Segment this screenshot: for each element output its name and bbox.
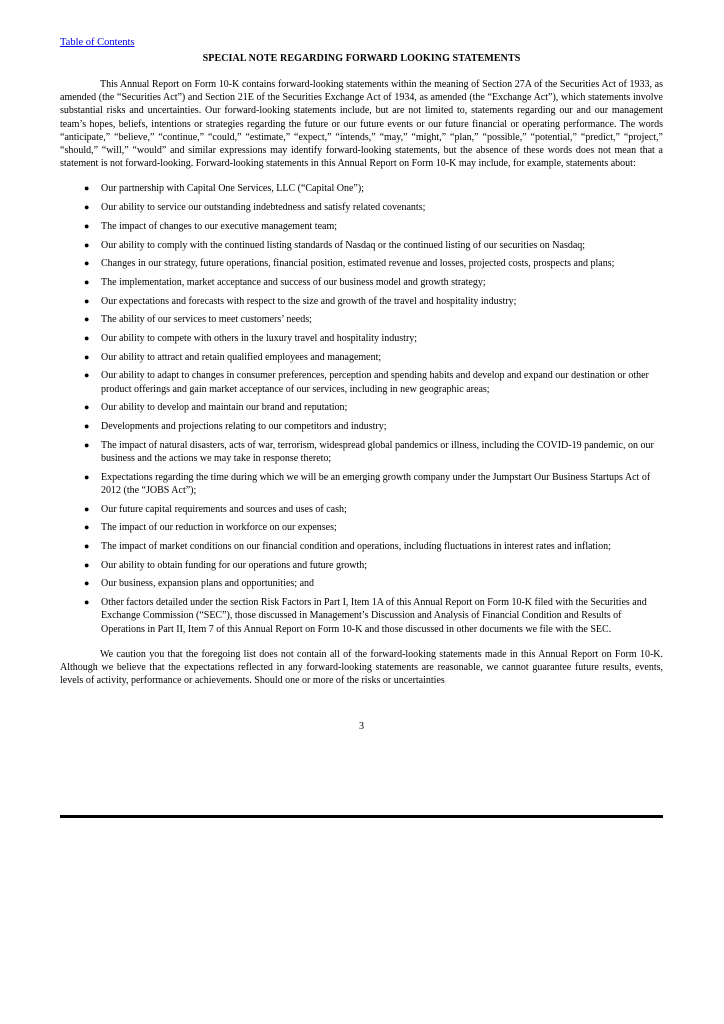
bullet-icon: ● [84, 220, 90, 231]
list-item [60, 351, 663, 364]
list-item-text: The implementation, market acceptance and success of our business model and growth strategy; [101, 276, 486, 288]
bullet-icon: ● [84, 421, 90, 432]
list-item-text: Our ability to adapt to changes in consumer preferences, perception and spending habits and develop and expand our destination or other product offerings and gain market acceptance of our services, including in new geographic areas; [101, 370, 649, 395]
list-item [60, 313, 663, 326]
list-item-text: The impact of changes to our executive management team; [101, 220, 338, 232]
forward-looking-statements-list [60, 182, 663, 635]
list-item [60, 559, 663, 572]
list-item [60, 332, 663, 345]
list-item [60, 276, 663, 289]
list-item [60, 577, 663, 590]
list-item [60, 257, 663, 270]
bullet-icon: ● [84, 314, 90, 325]
bullet-icon: ● [84, 276, 90, 287]
document-page [60, 32, 663, 733]
list-item-text: Our ability to service our outstanding indebtedness and satisfy related covenants; [101, 202, 426, 214]
list-item [60, 401, 663, 414]
list-item [60, 220, 663, 233]
bullet-icon: ● [84, 370, 90, 381]
list-item [60, 201, 663, 214]
page-number: 3 [359, 721, 364, 733]
list-item [60, 521, 663, 534]
bullet-icon: ● [84, 597, 90, 608]
page-divider-rule [60, 815, 663, 818]
bullet-icon: ● [84, 578, 90, 589]
list-item-text: Our business, expansion plans and opportunities; and [101, 578, 315, 590]
bullet-icon: ● [84, 202, 90, 213]
list-item-text: Our ability to attract and retain qualified employees and management; [101, 351, 382, 363]
list-item-text: Our ability to obtain funding for our operations and future growth; [101, 559, 368, 571]
intro-paragraph: This Annual Report on Form 10-K contains forward-looking statements within the meaning of Section 27A of the Securities Act of 1933, as amended (the “Securities Act”) and Section 21E of the Securities Exchange Act of 1934, as amended (the “Exchange Act”), which statements involve substantial risks and uncertainties. Our forward-looking statements include, but are not limited to, statements regarding our and our management team’s hopes, beliefs, intentions or strategies regarding the future or our future events or our future financial or operating performance. The words “anticipate,” “believe,” “continue,” “could,” “estimate,” “expect,” “intends,” “may,” “might,” “plan,” “possible,” “potential,” “predict,” “project,” “should,” “will,” “would” and similar expressions may identify forward-looking statements, but the absence of these words does not mean that a statement is not forward-looking. Forward-looking statements in this Annual Report on Form 10-K may include, for example, statements about: [60, 79, 663, 170]
list-item-text: Changes in our strategy, future operations, financial position, estimated revenue and losses, projected costs, prospects and plans; [101, 258, 615, 270]
list-item-text: The impact of our reduction in workforce on our expenses; [101, 522, 337, 534]
bullet-icon: ● [84, 295, 90, 306]
bullet-icon: ● [84, 351, 90, 362]
bullet-icon: ● [84, 183, 90, 194]
list-item [60, 596, 663, 636]
list-item-text: Expectations regarding the time during which we will be an emerging growth company under the Jumpstart Our Business Startups Act of 2012 (the “JOBS Act”); [101, 471, 651, 496]
list-item [60, 540, 663, 553]
list-item [60, 420, 663, 433]
bullet-icon: ● [84, 439, 90, 450]
table-of-contents-link[interactable]: Table of Contents [60, 37, 135, 48]
list-item-text: The ability of our services to meet customers’ needs; [101, 314, 312, 326]
list-item [60, 503, 663, 516]
bullet-icon: ● [84, 503, 90, 514]
list-item-text: Our ability to comply with the continued listing standards of Nasdaq or the continued listing of our securities on Nasdaq; [101, 239, 586, 251]
list-item-text: Our partnership with Capital One Services, LLC (“Capital One”); [101, 183, 364, 195]
bullet-icon: ● [84, 258, 90, 269]
list-item [60, 182, 663, 195]
bullet-icon: ● [84, 522, 90, 533]
list-item-text: Other factors detailed under the section Risk Factors in Part I, Item 1A of this Annual Report on Form 10-K filed with the Securities and Exchange Commission (“SEC”), those discussed in Management’s Discussion and Analysis of Financial Condition and Results of Operations in Part II, Item 7 of this Annual Report on Form 10-K and those discussed in other documents we file with the SEC. [101, 597, 647, 635]
closing-paragraph: We caution you that the foregoing list does not contain all of the forward-looking statements made in this Annual Report on Form 10-K. Although we believe that the expectations reflected in any forward-looking statements are reasonable, we cannot guarantee future results, events, levels of activity, performance or achievements. Should one or more of the risks or uncertainties [60, 648, 663, 687]
bullet-icon: ● [84, 333, 90, 344]
list-item [60, 439, 663, 465]
list-item [60, 295, 663, 308]
bullet-icon: ● [84, 402, 90, 413]
list-item-text: Our expectations and forecasts with respect to the size and growth of the travel and hospitality industry; [101, 295, 517, 307]
list-item-text: Our future capital requirements and sources and uses of cash; [101, 503, 347, 515]
list-item-text: Our ability to compete with others in the luxury travel and hospitality industry; [101, 333, 418, 345]
list-item [60, 369, 663, 395]
bullet-icon: ● [84, 540, 90, 551]
bullet-icon: ● [84, 239, 90, 250]
list-item-text: The impact of market conditions on our financial condition and operations, including fluctuations in interest rates and inflation; [101, 540, 611, 552]
list-item-text: Our ability to develop and maintain our brand and reputation; [101, 402, 348, 414]
list-item-text: The impact of natural disasters, acts of war, terrorism, widespread global pandemics or illness, including the COVID-19 pandemic, on our business and the actions we may take in response thereto; [101, 439, 654, 464]
bullet-icon: ● [84, 559, 90, 570]
bullet-icon: ● [84, 471, 90, 482]
list-item-text: Developments and projections relating to our competitors and industry; [101, 421, 387, 433]
list-item [60, 471, 663, 497]
list-item [60, 239, 663, 252]
section-heading: SPECIAL NOTE REGARDING FORWARD LOOKING STATEMENTS [202, 53, 521, 64]
